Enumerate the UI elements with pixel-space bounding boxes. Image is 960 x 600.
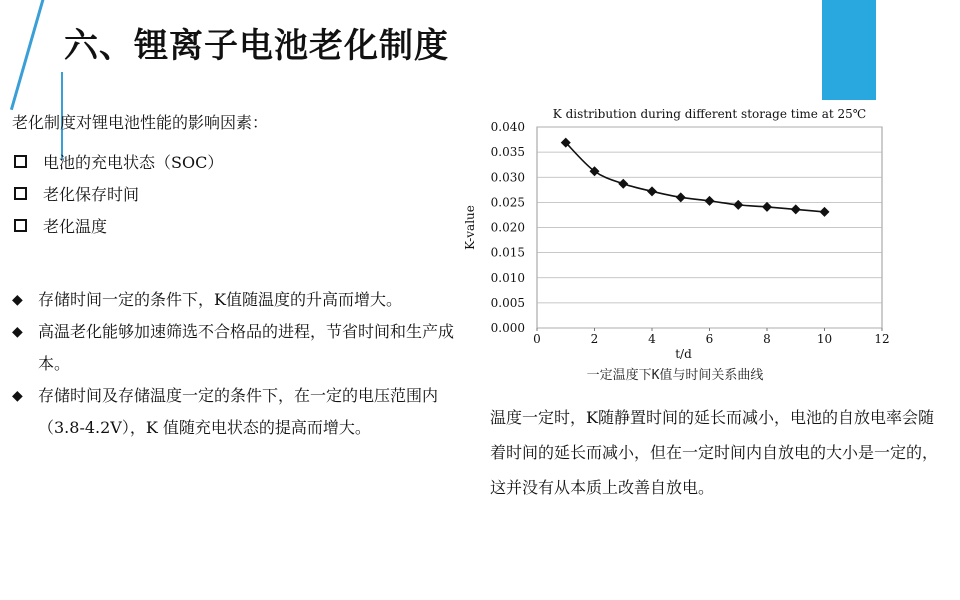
y-tick-label: 0.010: [490, 270, 525, 285]
hollow-square-icon: [14, 219, 27, 232]
diamond-icon: ◆: [12, 388, 23, 404]
x-tick-label: 2: [590, 332, 599, 346]
diamond-icon: ◆: [12, 292, 23, 308]
y-tick-label: 0.040: [490, 120, 525, 134]
decorative-line: [10, 0, 46, 110]
list-item: [12, 284, 472, 316]
y-tick-label: 0.035: [490, 145, 525, 160]
chart-caption: 一定温度下K值与时间关系曲线: [586, 368, 764, 383]
data-point: [733, 200, 743, 210]
point-text: 存储时间一定的条件下，K值随温度的升高而增大。: [38, 290, 402, 309]
y-tick-label: 0.020: [490, 220, 525, 235]
x-axis-label: t/d: [675, 347, 692, 361]
x-tick-label: 8: [763, 332, 771, 346]
list-item: [12, 380, 472, 444]
x-tick-label: 12: [874, 332, 890, 346]
factor-label: 老化温度: [43, 216, 108, 236]
factor-label: 电池的充电状态（SOC）: [43, 152, 224, 172]
factor-list: [12, 145, 223, 241]
list-item: [12, 209, 223, 241]
chart-title: K distribution during different storage time at 25℃: [552, 107, 867, 121]
factor-label: 老化保存时间: [43, 184, 140, 204]
hollow-square-icon: [14, 187, 27, 200]
y-axis-label: K-value: [463, 205, 477, 250]
data-point: [820, 207, 830, 217]
data-point: [762, 202, 772, 212]
diamond-icon: ◆: [12, 324, 23, 340]
x-tick-label: 10: [816, 332, 833, 346]
accent-bar: [822, 0, 876, 100]
y-tick-label: 0.025: [490, 195, 525, 210]
chart-svg: [456, 98, 916, 388]
point-list: [12, 284, 472, 444]
y-tick-label: 0.005: [490, 295, 525, 310]
y-tick-label: 0.030: [490, 170, 525, 185]
data-point: [618, 179, 628, 189]
list-item: [12, 316, 472, 380]
y-tick-label: 0.015: [490, 245, 525, 260]
x-tick-label: 0: [533, 332, 541, 346]
list-item: [12, 145, 223, 177]
x-tick-label: 4: [648, 332, 656, 346]
point-text: 存储时间及存储温度一定的条件下，在一定的电压范围内（3.8-4.2V），K 值随充电状态的提高而增大。: [38, 386, 439, 437]
y-tick-label: 0.000: [490, 321, 525, 335]
point-text: 高温老化能够加速筛选不合格品的进程，节省时间和生产成本。: [38, 322, 455, 373]
data-point: [791, 204, 801, 214]
hollow-square-icon: [14, 155, 27, 168]
x-tick-label: 6: [705, 332, 714, 346]
data-point: [676, 192, 686, 202]
data-point: [647, 186, 657, 196]
list-item: [12, 177, 223, 209]
chart: [456, 98, 916, 388]
intro-text: 老化制度对锂电池性能的影响因素：: [12, 113, 269, 132]
conclusion-text: 温度一定时，K随静置时间的延长而减小，电池的自放电率会随着时间的延长而减小，但在一定时间内自放电的大小是一定的，这并没有从本质上改善自放电。: [490, 408, 939, 497]
page-title: 六、锂离子电池老化制度: [64, 26, 449, 66]
data-point: [705, 196, 715, 206]
